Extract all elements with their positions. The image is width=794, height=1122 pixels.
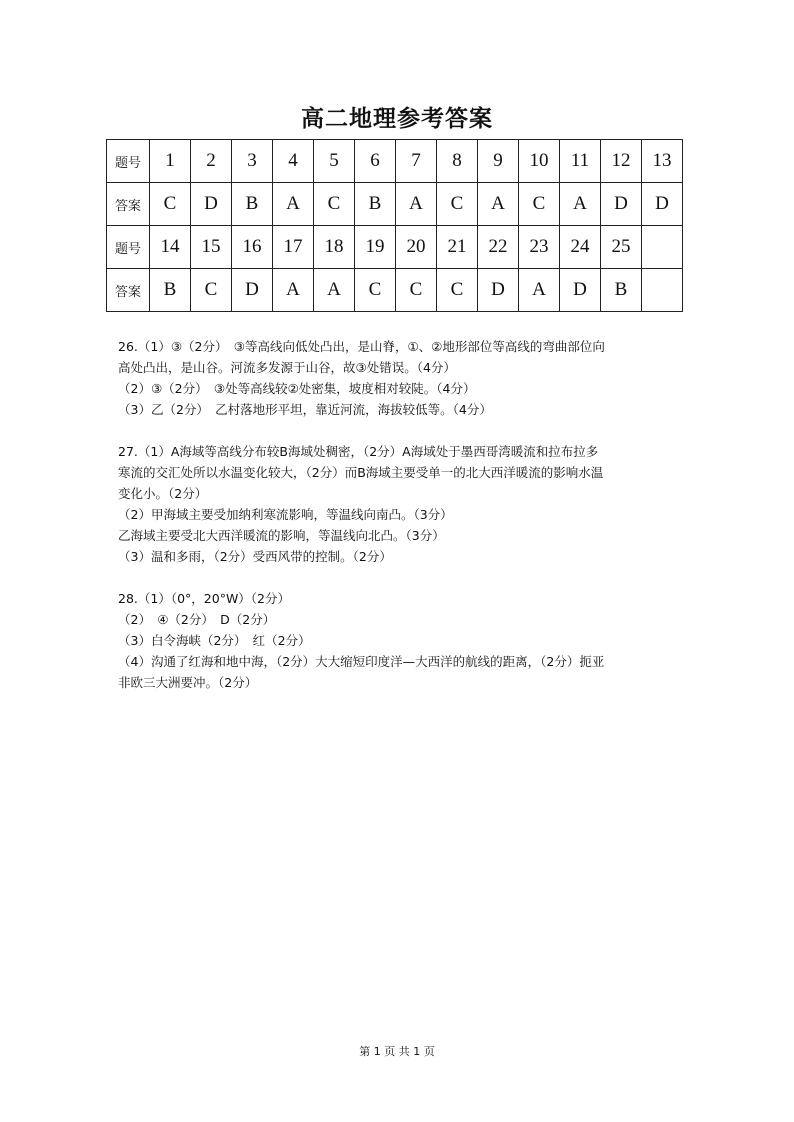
answer-line: 非欧三大洲要冲。（2分）	[118, 675, 258, 690]
answer-cell: A	[560, 183, 601, 226]
answer-cell: D	[478, 269, 519, 312]
answer-cell: C	[150, 183, 191, 226]
section-gap	[118, 420, 698, 441]
answer-table-body	[107, 140, 683, 312]
question-cell: 21	[437, 226, 478, 269]
answer-cell: A	[273, 269, 314, 312]
answer-line: 乙海域主要受北大西洋暖流的影响，等温线向北凸。（3分）	[118, 528, 445, 543]
answer-line: 高处凸出，是山谷。河流多发源于山谷，故③处错误。（4分）	[118, 360, 456, 375]
answer-cell: C	[314, 183, 355, 226]
answer-cell: D	[191, 183, 232, 226]
question-row	[107, 226, 683, 269]
question-cell: 22	[478, 226, 519, 269]
question-cell: 11	[560, 140, 601, 183]
question-cell: 23	[519, 226, 560, 269]
question-cell: 10	[519, 140, 560, 183]
answer-cell: A	[273, 183, 314, 226]
question-cell: 5	[314, 140, 355, 183]
question-cell: 25	[601, 226, 642, 269]
question-cell: 8	[437, 140, 478, 183]
answer-cell: C	[396, 269, 437, 312]
answer-line: （2） ④（2分） D（2分）	[118, 612, 276, 627]
answer-cell: D	[642, 183, 683, 226]
answer-line: （2）甲海域主要受加纳利寒流影响，等温线向南凸。（3分）	[118, 507, 453, 522]
question-cell: 16	[232, 226, 273, 269]
answer-cell: D	[601, 183, 642, 226]
question-cell: 20	[396, 226, 437, 269]
answer-cell: A	[396, 183, 437, 226]
answer-table	[106, 139, 683, 312]
answer-cell: A	[478, 183, 519, 226]
question-row-label: 题号	[107, 226, 150, 269]
answer-cell: B	[232, 183, 273, 226]
question-cell	[642, 226, 683, 269]
question-cell: 3	[232, 140, 273, 183]
answer-cell: C	[437, 269, 478, 312]
answer-row-label: 答案	[107, 183, 150, 226]
answer-line: （3）温和多雨，（2分）受西风带的控制。（2分）	[118, 549, 392, 564]
question-cell: 15	[191, 226, 232, 269]
answer-cell: A	[314, 269, 355, 312]
answer-line: （3）乙（2分） 乙村落地形平坦，靠近河流，海拔较低等。（4分）	[118, 402, 492, 417]
section-gap	[118, 567, 698, 588]
question-cell: 18	[314, 226, 355, 269]
answer-cell: B	[601, 269, 642, 312]
question-row-label: 题号	[107, 140, 150, 183]
explanation-text	[118, 336, 698, 693]
answer-cell: C	[191, 269, 232, 312]
answer-line: 变化小。（2分）	[118, 486, 208, 501]
answer-line: 28.（1）（0°，20°W）（2分）	[118, 591, 291, 606]
question-cell: 6	[355, 140, 396, 183]
answer-cell: C	[355, 269, 396, 312]
answer-line: （4）沟通了红海和地中海，（2分）大大缩短印度洋—大西洋的航线的距离，（2分）扼亚	[118, 654, 605, 669]
question-cell: 13	[642, 140, 683, 183]
question-cell: 9	[478, 140, 519, 183]
answer-cell: B	[150, 269, 191, 312]
answer-line: 寒流的交汇处所以水温变化较大，（2分）而B海域主要受单一的北大西洋暖流的影响水温	[118, 465, 604, 480]
answer-line: 27.（1）A海域等高线分布较B海域处稠密，（2分）A海域处于墨西哥湾暖流和拉布拉多	[118, 444, 599, 459]
answer-row-label: 答案	[107, 269, 150, 312]
question-cell: 24	[560, 226, 601, 269]
question-row	[107, 140, 683, 183]
page-footer: 第 1 页 共 1 页	[359, 1045, 435, 1058]
answer-row	[107, 269, 683, 312]
question-cell: 12	[601, 140, 642, 183]
question-cell: 1	[150, 140, 191, 183]
question-cell: 7	[396, 140, 437, 183]
question-cell: 14	[150, 226, 191, 269]
question-cell: 4	[273, 140, 314, 183]
answer-cell: C	[519, 183, 560, 226]
answer-cell: B	[355, 183, 396, 226]
question-cell: 17	[273, 226, 314, 269]
answer-cell: A	[519, 269, 560, 312]
answer-cell: D	[560, 269, 601, 312]
answer-line: （2）③（2分） ③处等高线较②处密集，坡度相对较陡。（4分）	[118, 381, 476, 396]
answer-cell: C	[437, 183, 478, 226]
answer-row	[107, 183, 683, 226]
answer-cell: D	[232, 269, 273, 312]
answer-line: （3）白令海峡（2分） 红（2分）	[118, 633, 311, 648]
answer-cell	[642, 269, 683, 312]
answer-line: 26.（1）③（2分） ③等高线向低处凸出，是山脊，①、②地形部位等高线的弯曲部位向	[118, 339, 605, 354]
question-cell: 19	[355, 226, 396, 269]
page-title: 高二地理参考答案	[301, 105, 493, 132]
question-cell: 2	[191, 140, 232, 183]
